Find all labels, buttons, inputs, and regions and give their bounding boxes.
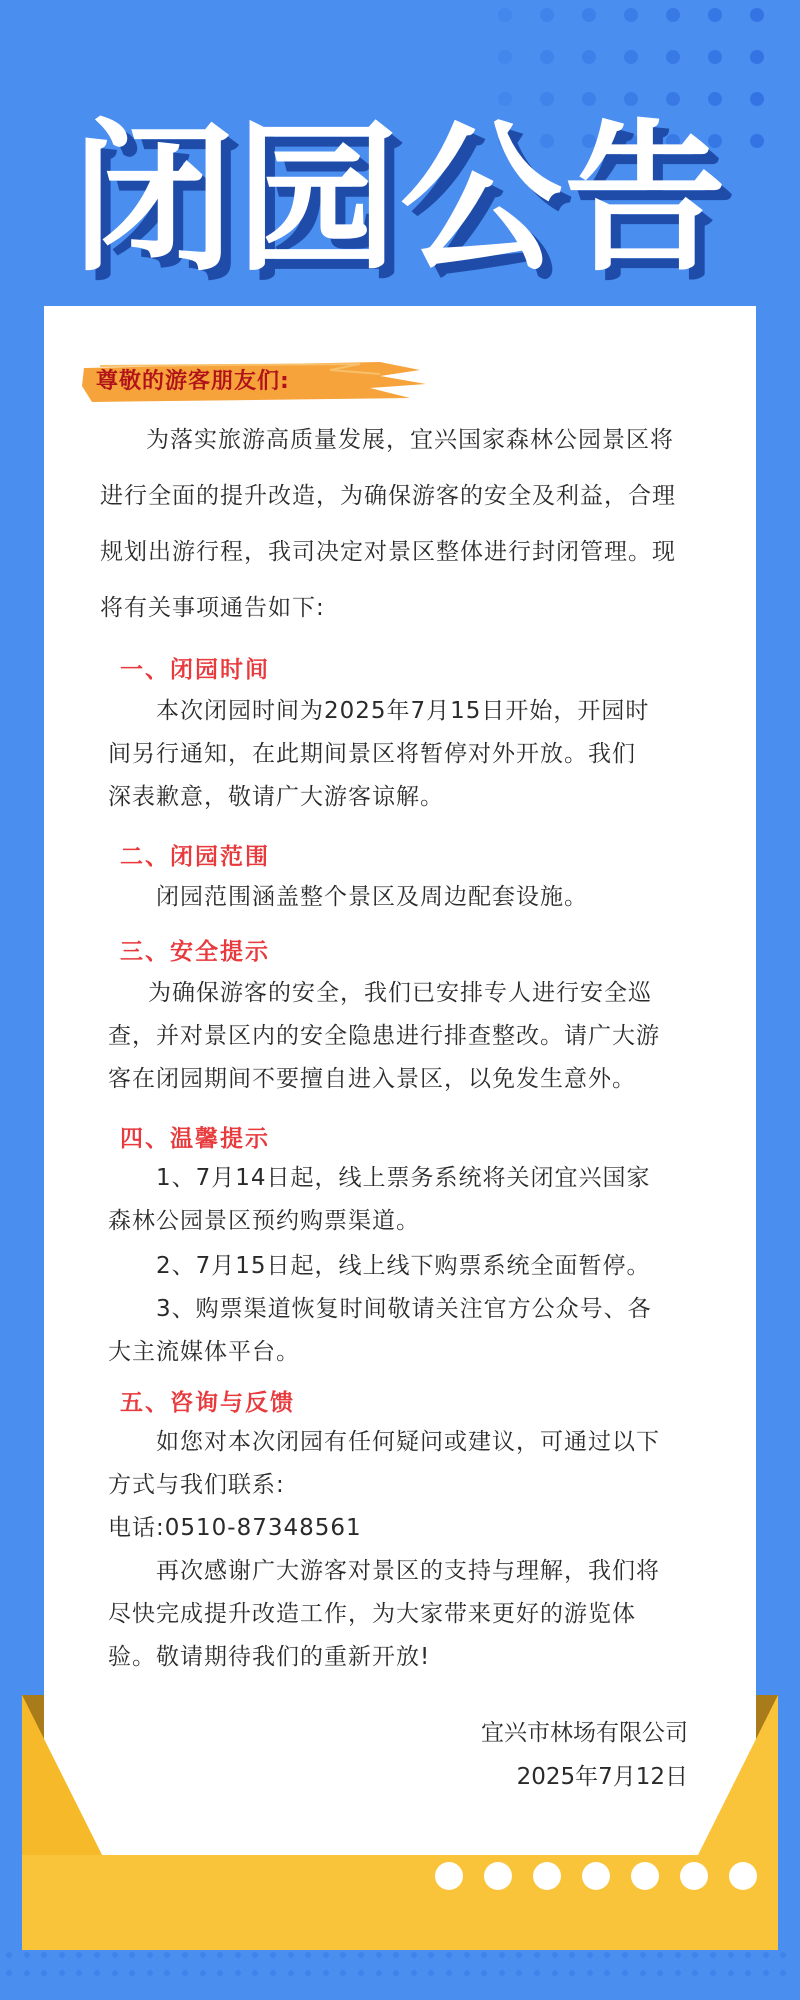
decorative-white-dot xyxy=(435,1862,463,1890)
decorative-dot xyxy=(666,8,680,22)
decorative-edge-dot xyxy=(288,1970,294,1976)
decorative-edge-dot xyxy=(411,1952,417,1958)
decorative-edge-dot xyxy=(112,1952,118,1958)
intro-line: 规划出游行程，我司决定对景区整体进行封闭管理。现 xyxy=(100,539,676,565)
signature-date: 2025年7月12日 xyxy=(516,1764,688,1790)
decorative-edge-dot xyxy=(710,1952,716,1958)
decorative-edge-dot xyxy=(270,1970,276,1976)
decorative-edge-dot xyxy=(728,1970,734,1976)
section-heading: 五、咨询与反馈 xyxy=(120,1390,295,1416)
decorative-edge-dot xyxy=(112,1970,118,1976)
decorative-edge-dot xyxy=(780,1970,786,1976)
decorative-edge-dot xyxy=(446,1970,452,1976)
decorative-edge-dot xyxy=(692,1952,698,1958)
intro-line: 为落实旅游高质量发展，宜兴国家森林公园景区将 xyxy=(146,427,674,453)
decorative-edge-dot xyxy=(481,1970,487,1976)
decorative-edge-dot xyxy=(147,1952,153,1958)
section-line: 方式与我们联系: xyxy=(108,1472,285,1498)
decorative-edge-dot xyxy=(182,1970,188,1976)
section-heading: 四、温馨提示 xyxy=(120,1126,270,1152)
section-line: 大主流媒体平台。 xyxy=(108,1339,300,1365)
decorative-edge-dot xyxy=(252,1952,258,1958)
decorative-edge-dot xyxy=(675,1952,681,1958)
decorative-edge-dot xyxy=(428,1952,434,1958)
decorative-edge-dot xyxy=(763,1970,769,1976)
signature-company: 宜兴市林场有限公司 xyxy=(481,1720,688,1746)
decorative-edge-dot xyxy=(393,1970,399,1976)
decorative-edge-dot xyxy=(393,1952,399,1958)
decorative-edge-dot xyxy=(376,1952,382,1958)
decorative-edge-dot xyxy=(657,1970,663,1976)
decorative-white-dot xyxy=(484,1862,512,1890)
decorative-edge-dot xyxy=(235,1970,241,1976)
decorative-edge-dot xyxy=(622,1970,628,1976)
decorative-edge-dot xyxy=(499,1970,505,1976)
section-line: 客在闭园期间不要擅自进入景区，以免发生意外。 xyxy=(108,1066,636,1092)
decorative-dot xyxy=(582,8,596,22)
section-line: 1、7月14日起，线上票务系统将关闭宜兴国家 xyxy=(156,1165,651,1191)
decorative-edge-dot xyxy=(41,1952,47,1958)
decorative-white-dot xyxy=(680,1862,708,1890)
decorative-dot xyxy=(708,8,722,22)
decorative-edge-dot xyxy=(164,1970,170,1976)
decorative-edge-dot xyxy=(147,1970,153,1976)
decorative-dot xyxy=(708,50,722,64)
decorative-dot xyxy=(498,50,512,64)
decorative-dots-row xyxy=(0,1840,800,1920)
decorative-dot xyxy=(498,8,512,22)
decorative-edge-dot xyxy=(305,1970,311,1976)
section-heading: 二、闭园范围 xyxy=(120,844,270,870)
decorative-dot xyxy=(666,50,680,64)
section-line: 森林公园景区预约购票渠道。 xyxy=(108,1208,420,1234)
decorative-edge-dot xyxy=(6,1970,12,1976)
decorative-edge-dot xyxy=(376,1970,382,1976)
decorative-dot xyxy=(624,50,638,64)
decorative-edge-dot xyxy=(340,1970,346,1976)
section-heading: 三、安全提示 xyxy=(120,939,270,965)
decorative-edge-dot xyxy=(217,1952,223,1958)
decorative-edge-dot xyxy=(76,1970,82,1976)
decorative-edge-dot xyxy=(745,1970,751,1976)
decorative-dot xyxy=(540,50,554,64)
decorative-white-dot xyxy=(631,1862,659,1890)
decorative-dot xyxy=(750,8,764,22)
section-line: 深表歉意，敬请广大游客谅解。 xyxy=(108,784,444,810)
decorative-edge-dot xyxy=(270,1952,276,1958)
section-line: 间另行通知，在此期间景区将暂停对外开放。我们 xyxy=(108,741,636,767)
decorative-edge-dot xyxy=(252,1970,258,1976)
decorative-edge-dot xyxy=(358,1970,364,1976)
decorative-white-dot xyxy=(729,1862,757,1890)
decorative-edge-dot xyxy=(516,1952,522,1958)
section-line: 2、7月15日起，线上线下购票系统全面暂停。 xyxy=(156,1253,651,1279)
decorative-edge-dot xyxy=(428,1970,434,1976)
decorative-edge-dot xyxy=(569,1970,575,1976)
decorative-edge-dot xyxy=(763,1952,769,1958)
decorative-edge-dot xyxy=(464,1952,470,1958)
section-line: 闭园范围涵盖整个景区及周边配套设施。 xyxy=(156,884,588,910)
decorative-edge-dot xyxy=(534,1970,540,1976)
decorative-edge-dot xyxy=(587,1952,593,1958)
decorative-edge-dot xyxy=(6,1952,12,1958)
decorative-edge-dot xyxy=(288,1952,294,1958)
decorative-edge-dot xyxy=(446,1952,452,1958)
decorative-edge-dot xyxy=(710,1970,716,1976)
decorative-edge-dot xyxy=(323,1952,329,1958)
decorative-dot xyxy=(540,8,554,22)
section-line: 尽快完成提升改造工作，为大家带来更好的游览体 xyxy=(108,1601,636,1627)
decorative-dot xyxy=(624,8,638,22)
section-line: 查，并对景区内的安全隐患进行排查整改。请广大游 xyxy=(108,1023,660,1049)
decorative-edge-dot xyxy=(604,1952,610,1958)
decorative-edge-dot xyxy=(569,1952,575,1958)
intro-line: 进行全面的提升改造，为确保游客的安全及利益，合理 xyxy=(100,483,676,509)
decorative-edge-dot xyxy=(534,1952,540,1958)
decorative-dot xyxy=(750,50,764,64)
decorative-edge-dot xyxy=(657,1952,663,1958)
section-line: 本次闭园时间为2025年7月15日开始，开园时 xyxy=(156,698,650,724)
decorative-white-dot xyxy=(582,1862,610,1890)
section-heading: 一、闭园时间 xyxy=(120,657,270,683)
decorative-edge-dot xyxy=(675,1970,681,1976)
decorative-edge-dot xyxy=(411,1970,417,1976)
section-line: 验。敬请期待我们的重新开放! xyxy=(108,1644,431,1670)
decorative-edge-dot xyxy=(200,1970,206,1976)
decorative-white-dot xyxy=(533,1862,561,1890)
decorative-edge-dot xyxy=(94,1952,100,1958)
greeting: 尊敬的游客朋友们: xyxy=(96,369,290,394)
decorative-edge-dot xyxy=(552,1970,558,1976)
decorative-edge-dot xyxy=(481,1952,487,1958)
decorative-edge-dot xyxy=(728,1952,734,1958)
decorative-edge-dot xyxy=(745,1952,751,1958)
decorative-edge-dot xyxy=(24,1970,30,1976)
decorative-edge-dot xyxy=(235,1952,241,1958)
decorative-edge-dot xyxy=(129,1970,135,1976)
phone-number: 电话:0510-87348561 xyxy=(108,1515,362,1541)
intro-line: 将有关事项通告如下: xyxy=(100,595,325,621)
section-line: 3、购票渠道恢复时间敬请关注官方公众号、各 xyxy=(156,1296,652,1322)
decorative-edge-dots xyxy=(0,1940,800,2000)
decorative-edge-dot xyxy=(464,1970,470,1976)
decorative-edge-dot xyxy=(217,1970,223,1976)
decorative-edge-dot xyxy=(24,1952,30,1958)
decorative-edge-dot xyxy=(305,1952,311,1958)
decorative-edge-dot xyxy=(499,1952,505,1958)
decorative-edge-dot xyxy=(640,1952,646,1958)
decorative-edge-dot xyxy=(587,1970,593,1976)
decorative-edge-dot xyxy=(129,1952,135,1958)
decorative-edge-dot xyxy=(182,1952,188,1958)
poster-title: 闭园公告 xyxy=(72,106,728,294)
decorative-dot xyxy=(582,50,596,64)
section-line: 为确保游客的安全，我们已安排专人进行安全巡 xyxy=(148,980,652,1006)
decorative-edge-dot xyxy=(692,1970,698,1976)
decorative-edge-dot xyxy=(164,1952,170,1958)
decorative-edge-dot xyxy=(622,1952,628,1958)
decorative-edge-dot xyxy=(59,1952,65,1958)
decorative-edge-dot xyxy=(41,1970,47,1976)
decorative-edge-dot xyxy=(780,1952,786,1958)
decorative-edge-dot xyxy=(340,1952,346,1958)
section-line: 如您对本次闭园有任何疑问或建议，可通过以下 xyxy=(156,1429,660,1455)
section-line: 再次感谢广大游客对景区的支持与理解，我们将 xyxy=(156,1558,660,1584)
decorative-edge-dot xyxy=(552,1952,558,1958)
decorative-edge-dot xyxy=(94,1970,100,1976)
decorative-edge-dot xyxy=(76,1952,82,1958)
decorative-edge-dot xyxy=(640,1970,646,1976)
decorative-edge-dot xyxy=(200,1952,206,1958)
decorative-edge-dot xyxy=(604,1970,610,1976)
decorative-edge-dot xyxy=(323,1970,329,1976)
decorative-edge-dot xyxy=(358,1952,364,1958)
decorative-edge-dot xyxy=(516,1970,522,1976)
decorative-edge-dot xyxy=(59,1970,65,1976)
